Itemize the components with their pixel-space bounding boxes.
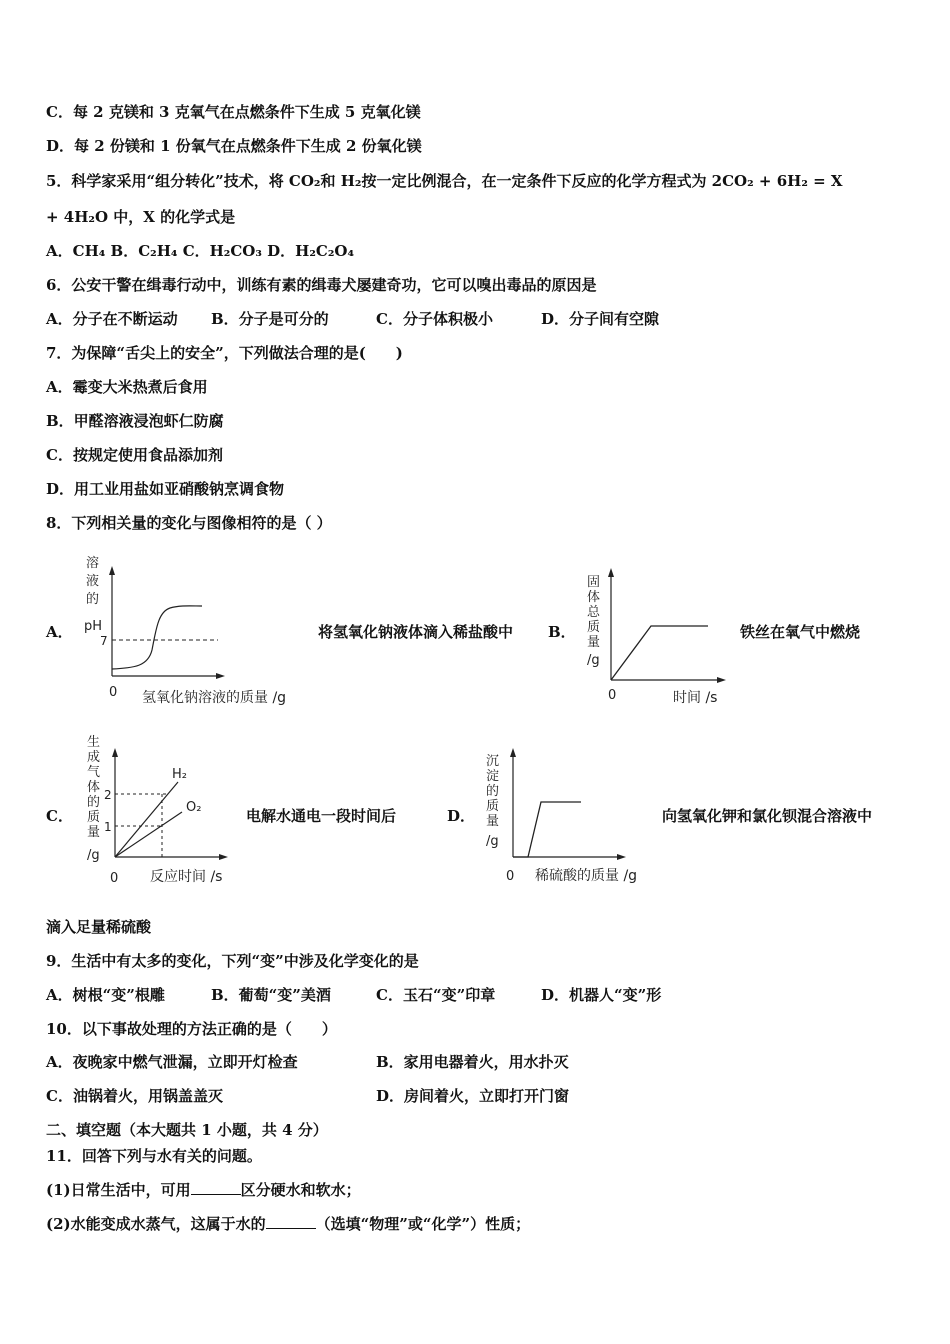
- graph-a-ylabel-4: pH: [84, 619, 103, 634]
- q5-options: A．CH₄ B．C₂H₄ C．H₂CO₃ D．H₂C₂O₄: [46, 242, 355, 260]
- graph-c-ylabel-7: 量: [87, 825, 101, 840]
- q9-stem: 9．生活中有太多的变化，下列“变”中涉及化学变化的是: [46, 952, 419, 970]
- graph-c-ylabel-4: 体: [87, 780, 101, 795]
- q11-part-2-blank[interactable]: [266, 1214, 316, 1229]
- graph-b-ylabel-5: 量: [587, 635, 601, 650]
- q4-option-c: C．每 2 克镁和 3 克氧气在点燃条件下生成 5 克氧化镁: [46, 103, 421, 121]
- q6-option-d: D．分子间有空隙: [541, 310, 660, 328]
- graph-a-mark-7: 7: [100, 634, 108, 648]
- graph-c-ylabel-2: 成: [87, 750, 101, 765]
- graph-b-ylabel: 固: [587, 575, 601, 590]
- q11-part-1-after: 区分硬水和软水；: [240, 1181, 361, 1199]
- q8-option-d-caption: 向氢氧化钾和氯化钡混合溶液中: [662, 807, 873, 825]
- q8-option-c-letter: C．: [46, 807, 73, 825]
- graph-c-mark-1: 1: [104, 820, 112, 834]
- q11-part-2-after: （选填“物理”或“化学”）性质；: [315, 1215, 531, 1233]
- graph-d-ylabel-4: 质: [486, 799, 500, 814]
- q8-option-d-caption-cont: 滴入足量稀硫酸: [46, 918, 152, 936]
- graph-c-origin: 0: [110, 871, 119, 886]
- graph-c-ylabel: 生: [87, 735, 101, 750]
- section-2-heading: 二、填空题（本大题共 1 小题，共 4 分）: [46, 1121, 328, 1139]
- graph-b-ylabel-3: 总: [587, 605, 601, 620]
- q9-option-d: D．机器人“变”形: [541, 986, 662, 1004]
- q8-option-a-letter: A．: [46, 623, 73, 641]
- q10-stem: 10．以下事故处理的方法正确的是（ ）: [46, 1020, 337, 1038]
- graph-b-ylabel-6: /g: [587, 653, 600, 668]
- graph-d-ylabel: 沉: [486, 754, 500, 769]
- q10-option-c: C．油锅着火，用锅盖盖灭: [46, 1087, 223, 1105]
- q9-option-a: A．树根“变”根雕: [46, 986, 165, 1004]
- graph-a-ylabel-3: 的: [86, 592, 100, 607]
- graph-c-mark-2: 2: [104, 788, 112, 802]
- graph-d-ylabel-2: 淀: [486, 769, 500, 784]
- graph-d-origin: 0: [506, 869, 515, 884]
- graph-d-line: [513, 802, 581, 857]
- q7-option-d: D．用工业用盐如亚硝酸钠烹调食物: [46, 480, 285, 498]
- q6-option-b: B．分子是可分的: [211, 310, 329, 328]
- graph-d-ylabel-5: 量: [486, 814, 500, 829]
- q6-option-c: C．分子体积极小: [376, 310, 493, 328]
- graph-c-xlabel: 反应时间 /s: [150, 869, 223, 885]
- q6-stem: 6．公安干警在缉毒行动中，训练有素的缉毒犬屡建奇功，它可以嗅出毒品的原因是: [46, 276, 597, 294]
- q7-stem: 7．为保障“舌尖上的安全”，下列做法合理的是( ): [46, 344, 403, 362]
- q7-option-a: A．霉变大米热煮后食用: [46, 378, 208, 396]
- graph-b-xlabel: 时间 /s: [673, 690, 718, 706]
- q8-option-a-caption: 将氢氧化钠液体滴入稀盐酸中: [318, 623, 514, 641]
- q6-option-a: A．分子在不断运动: [46, 310, 178, 328]
- graph-b-origin: 0: [608, 688, 617, 703]
- graph-d-xlabel: 稀硫酸的质量 /g: [535, 868, 638, 884]
- q5-stem: 5．科学家采用“组分转化”技术，将 CO₂和 H₂按一定比例混合，在一定条件下反应的化学方程式为 2CO₂ + 6H₂ = X: [46, 172, 843, 190]
- q7-option-b: B．甲醛溶液浸泡虾仁防腐: [46, 412, 224, 430]
- q8-option-b-letter: B．: [548, 623, 576, 641]
- q11-part-1: [46, 1180, 361, 1200]
- q10-option-a: A．夜晚家中燃气泄漏，立即开灯检查: [46, 1053, 298, 1071]
- graph-c-ylabel-6: 质: [87, 810, 101, 825]
- q7-option-c: C．按规定使用食品添加剂: [46, 446, 223, 464]
- graph-c-ylabel-3: 气: [87, 765, 101, 780]
- graph-b-ylabel-2: 体: [587, 590, 601, 605]
- q9-option-b: B．葡萄“变”美酒: [211, 986, 331, 1004]
- graph-d-ylabel-3: 的: [486, 784, 500, 799]
- graph-b-ylabel-4: 质: [587, 620, 601, 635]
- graph-d-y-arrow: [510, 748, 516, 757]
- graph-d-ylabel-6: /g: [486, 834, 499, 849]
- graph-a-xlabel: 氢氧化钠溶液的质量 /g: [142, 690, 287, 706]
- graph-c-h2-label: H₂: [172, 767, 187, 782]
- graph-c-o2-label: O₂: [186, 800, 202, 815]
- q11-part-1-before: (1)日常生活中，可用: [46, 1181, 191, 1199]
- q8-option-c-caption: 电解水通电一段时间后: [246, 807, 397, 825]
- graph-a-ylabel-2: 液: [86, 574, 100, 589]
- graph-d-x-arrow: [617, 854, 626, 860]
- graph-a-ylabel: 溶: [86, 556, 100, 571]
- graph-a-origin: 0: [109, 685, 118, 700]
- q8-stem: 8．下列相关量的变化与图像相符的是（ ）: [46, 514, 332, 532]
- graph-c-ylabel-5: 的: [87, 795, 101, 810]
- q11-part-2-before: (2)水能变成水蒸气，这属于水的: [46, 1215, 266, 1233]
- q11-part-2: [46, 1214, 530, 1234]
- q9-option-c: C．玉石“变”印章: [376, 986, 496, 1004]
- q8-option-d-letter: D．: [447, 807, 476, 825]
- q11-stem: 11．回答下列与水有关的问题。: [46, 1147, 262, 1165]
- q10-option-b: B．家用电器着火，用水扑灭: [376, 1053, 569, 1071]
- q8-option-b-caption: 铁丝在氧气中燃烧: [740, 623, 861, 641]
- q4-option-d: D．每 2 份镁和 1 份氧气在点燃条件下生成 2 份氧化镁: [46, 137, 422, 155]
- q11-part-1-blank[interactable]: [191, 1180, 241, 1195]
- q5-stem-cont: + 4H₂O 中，X 的化学式是: [46, 208, 236, 226]
- graph-c-ylabel-8: /g: [87, 848, 100, 863]
- q10-option-d: D．房间着火，立即打开门窗: [376, 1087, 570, 1105]
